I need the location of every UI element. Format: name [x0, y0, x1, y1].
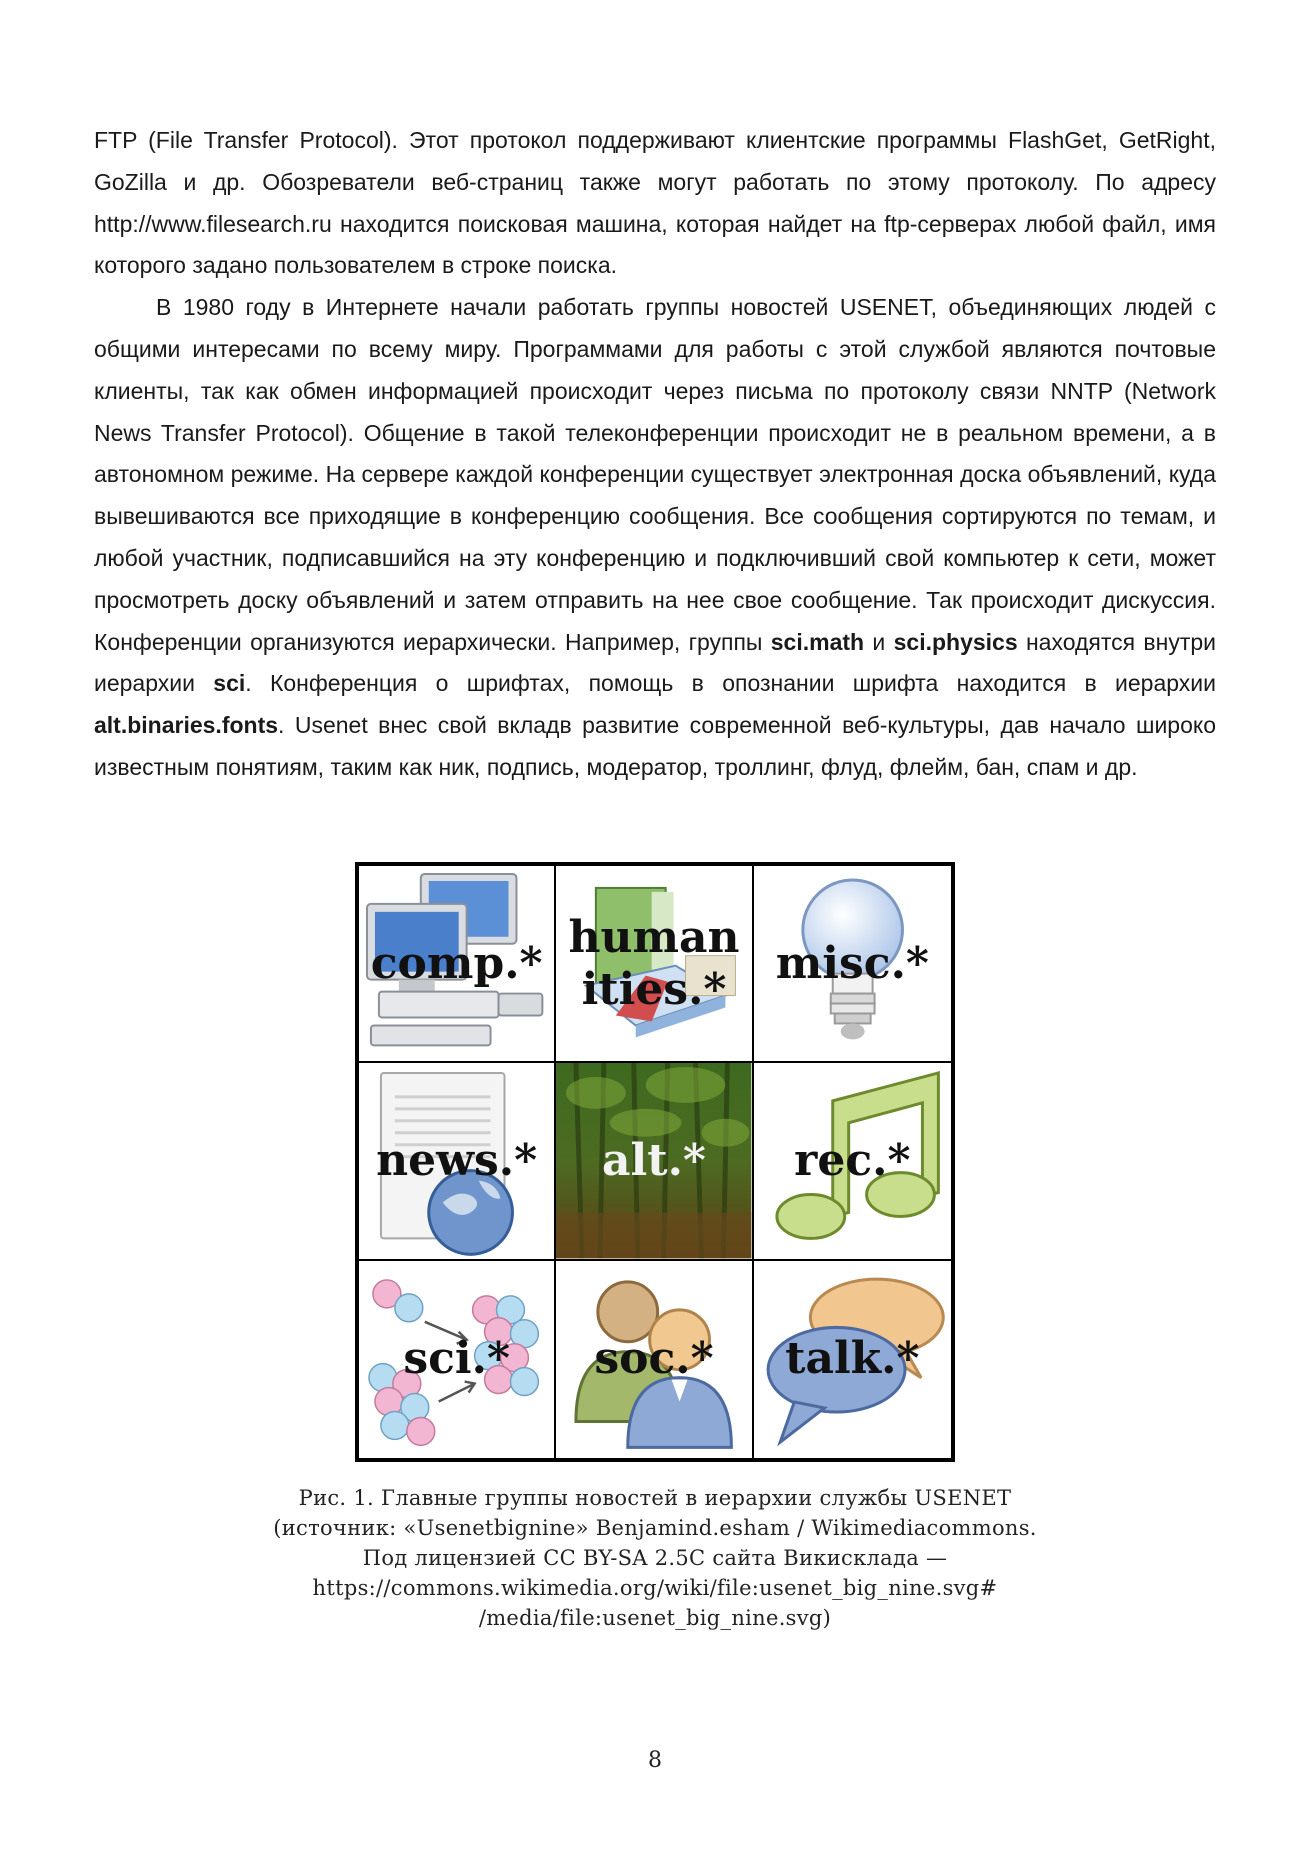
label-talk: talk.*	[785, 1333, 920, 1385]
cell-humanities	[556, 866, 753, 1063]
cell-comp	[359, 866, 556, 1063]
caption-line: /media/file:usenet_big_nine.svg)	[478, 1606, 832, 1630]
label-comp: comp.*	[370, 937, 543, 989]
paragraph-ftp: FTP (File Transfer Protocol). Этот протокол поддерживают клиентские программы FlashGet, GetRight, GoZilla и др. Обозреватели веб-страниц также могут работать по этому протоколу. По адресу http://www.filesearch.ru находится поисковая машина, которая найдет на ftp-серверах любой файл, имя которого задано пользователем в строке поиска.	[94, 127, 1216, 279]
cell-talk	[754, 1261, 951, 1458]
cell-misc	[754, 866, 951, 1063]
caption-line: Рис. 1. Главные группы новостей в иерархии службы USENET	[298, 1486, 1012, 1510]
label-misc: misc.*	[775, 937, 929, 989]
label-news: news.*	[376, 1134, 538, 1186]
term-sci-physics: sci.physics	[893, 628, 1018, 655]
paragraph-usenet-part-e: . Usenet внес свой вкладв развитие современной веб-культуры, дав начало широко известным понятиям, таким как ник, подпись, модератор, троллинг, флуд, флейм, бан, спам и др.	[94, 712, 1216, 780]
cell-sci	[359, 1261, 556, 1458]
caption-line: https://commons.wikimedia.org/wiki/file:usenet_big_nine.svg#	[312, 1576, 998, 1600]
label-soc: soc.*	[594, 1333, 714, 1385]
cell-soc	[556, 1261, 753, 1458]
usenet-big-nine-figure	[355, 862, 955, 1462]
page-number: 8	[648, 1748, 662, 1773]
paragraph-usenet-part-b: и	[872, 628, 886, 655]
cell-news	[359, 1063, 556, 1260]
cell-alt	[556, 1063, 753, 1260]
term-sci-math: sci.math	[770, 628, 865, 655]
term-alt-binaries-fonts: alt.binaries.fonts	[94, 712, 279, 739]
label-humanities: human ities.*	[568, 911, 740, 1015]
caption-line: (источник: «Usenetbignine» Benjamind.esham / Wikimediacommons.	[273, 1516, 1037, 1540]
paragraph-usenet-part-d: . Конференция о шрифтах, помощь в опознании шрифта находится в иерархии	[245, 670, 1216, 697]
figure-caption	[200, 1483, 1110, 1633]
label-alt: alt.*	[602, 1134, 706, 1186]
body-text	[94, 120, 1216, 789]
label-sci: sci.*	[403, 1333, 510, 1385]
paragraph-usenet	[94, 287, 1216, 789]
term-sci: sci	[213, 670, 246, 697]
paragraph-usenet-part-a: В 1980 году в Интернете начали работать группы новостей USENET, объединяющих людей с общими интересами по всему миру. Программами для работы с этой службой являются почтовые клиенты, так как обмен информацией происходит через письма по протоколу связи NNTP (Network News Transfer Protocol). Общение в такой телеконференции происходит не в реальном времени, а в автономном режиме. На сервере каждой конференции существует электронная доска объявлений, куда вывешиваются все приходящие в конференцию сообщения. Все сообщения сортируются по темам, и любой участник, подписавшийся на эту конференцию и подключивший свой компьютер к сети, может просмотреть доску объявлений и затем отправить на нее свое сообщение. Так происходит дискуссия. Конференции организуются иерархически. Например, группы	[94, 294, 1216, 655]
cell-rec	[754, 1063, 951, 1260]
label-rec: rec.*	[794, 1134, 911, 1186]
paragraph-usenet-part-c: находятся внутри иерархии	[94, 628, 1217, 697]
caption-line: Под лицензией CC BY-SA 2.5C сайта Викисклада —	[362, 1546, 948, 1570]
